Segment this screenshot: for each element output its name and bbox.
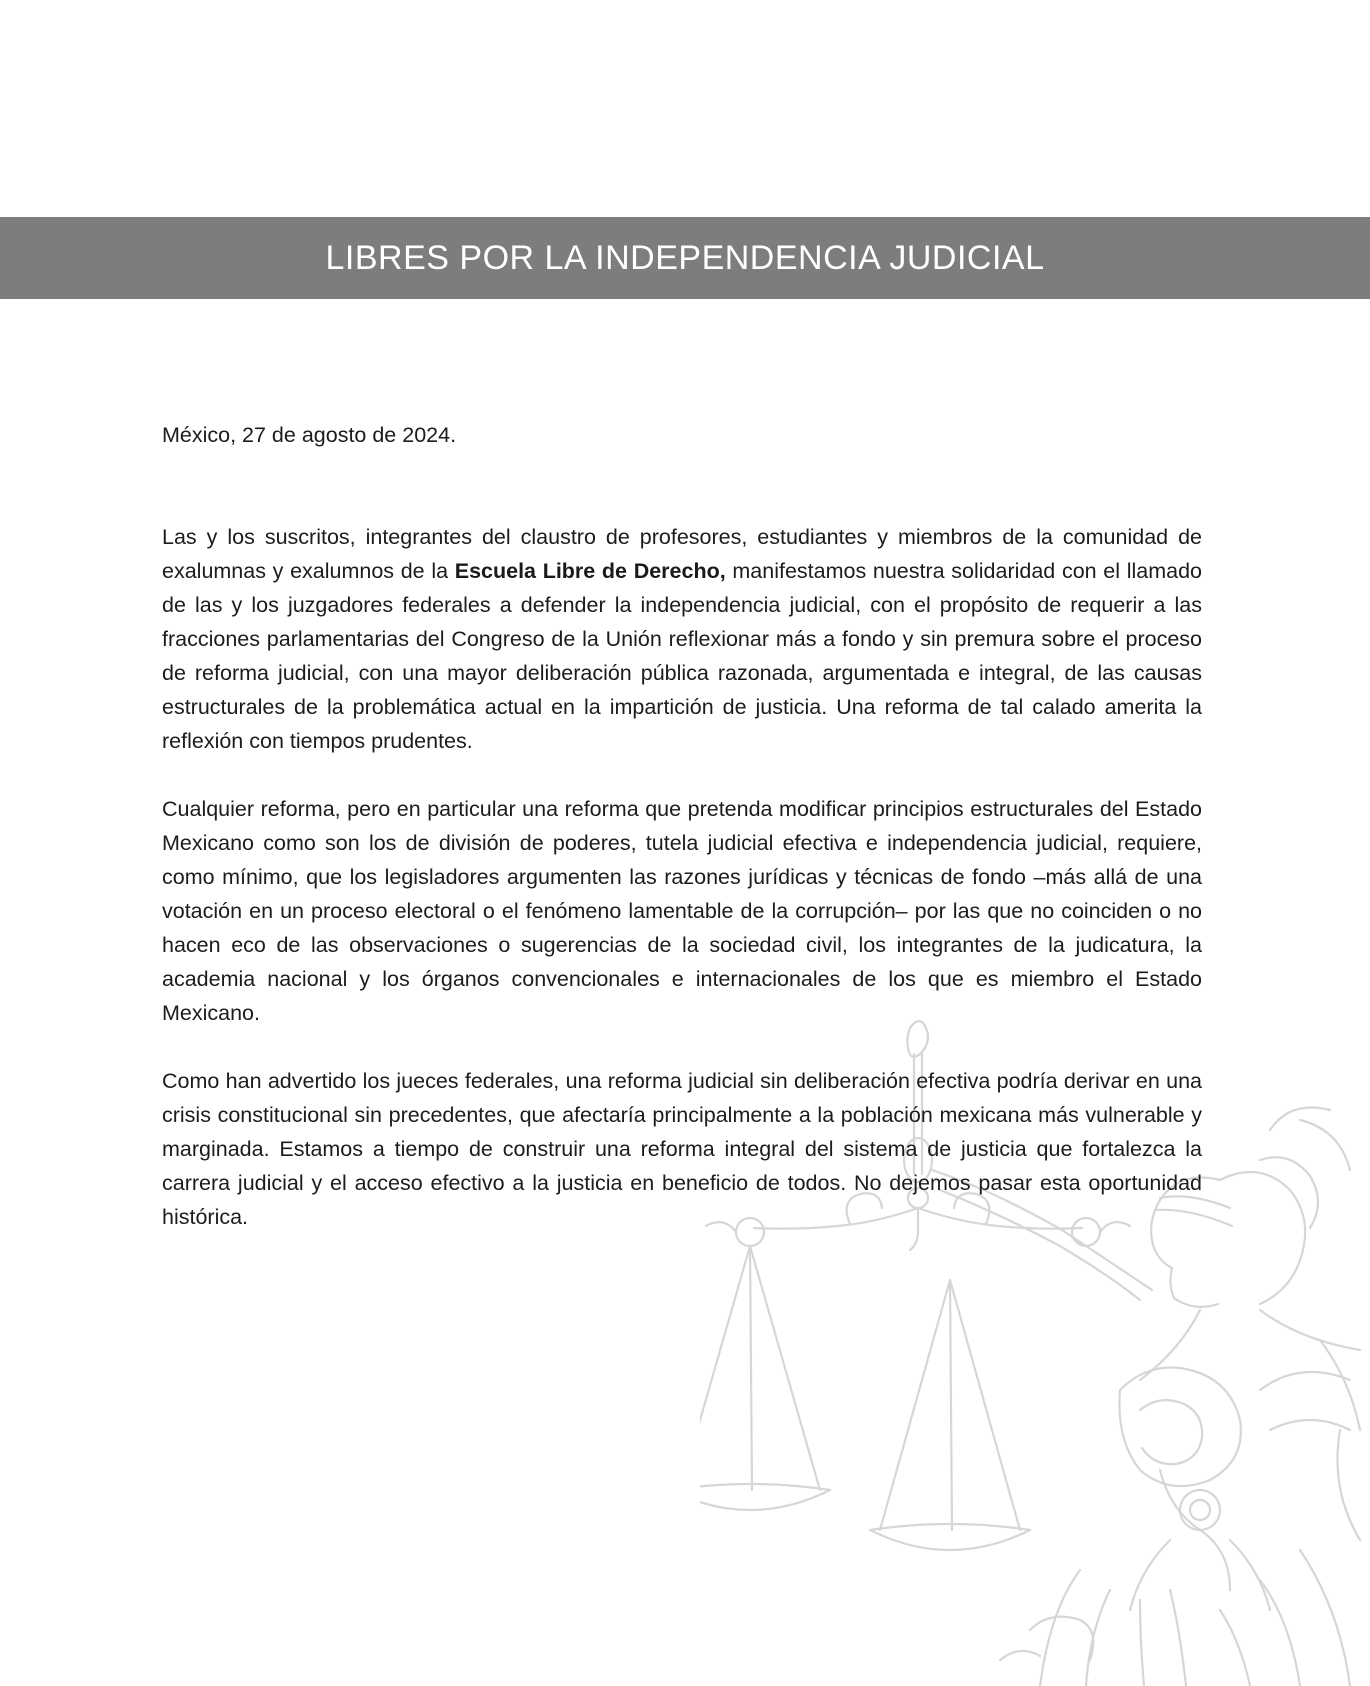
school-name: Escuela Libre de Derecho, xyxy=(454,559,726,583)
letter-date: México, 27 de agosto de 2024. xyxy=(162,423,457,447)
paragraph-1-text-b: manifestamos nuestra solidaridad con el llamado de las y los juzgadores federales a defender la independencia judicial, con el propósito de requerir a las fracciones parlamentarias del Congreso de la Unión reflexionar más a fondo y sin premura sobre el proceso de reforma judicial, con una mayor deliberación pública razonada, argumentada e integral, de las causas estructurales de la problemática actual en la impartición de justicia. Una reforma de tal calado amerita la reflexión con tiempos prudentes. xyxy=(162,559,1202,753)
title-banner xyxy=(0,217,1370,299)
paragraph-3: Como han advertido los jueces federales, una reforma judicial sin deliberación efectiva podría derivar en una crisis constitucional sin precedentes, que afectaría principalmente a la población mexicana más vulnerable y marginada. Estamos a tiempo de construir una reforma integral del sistema de justicia que fortalezca la carrera judicial y el acceso efectivo a la justicia en beneficio de todos. No dejemos pasar esta oportunidad histórica. xyxy=(162,1069,1202,1229)
paragraph-2: Cualquier reforma, pero en particular una reforma que pretenda modificar principios estructurales del Estado Mexicano como son los de división de poderes, tutela judicial efectiva e independencia judicial, requiere, como mínimo, que los legisladores argumenten las razones jurídicas y técnicas de fondo –más allá de una votación en un proceso electoral o el fenómeno lamentable de la corrupción– por las que no coinciden o no hacen eco de las observaciones o sugerencias de la sociedad civil, los integrantes de la judicatura, la academia nacional y los órganos convencionales e internacionales de los que es miembro el Estado Mexicano. xyxy=(162,797,1202,1025)
paragraph-1-text-a: Las y los suscritos, integrantes del claustro de profesores, estudiantes y miembros de la comunidad de exalumnas y exalumnos de la xyxy=(162,525,1202,583)
paragraph-1 xyxy=(162,520,1202,758)
page-title: LIBRES POR LA INDEPENDENCIA JUDICIAL xyxy=(325,238,1045,277)
letter-body xyxy=(162,418,1202,1268)
